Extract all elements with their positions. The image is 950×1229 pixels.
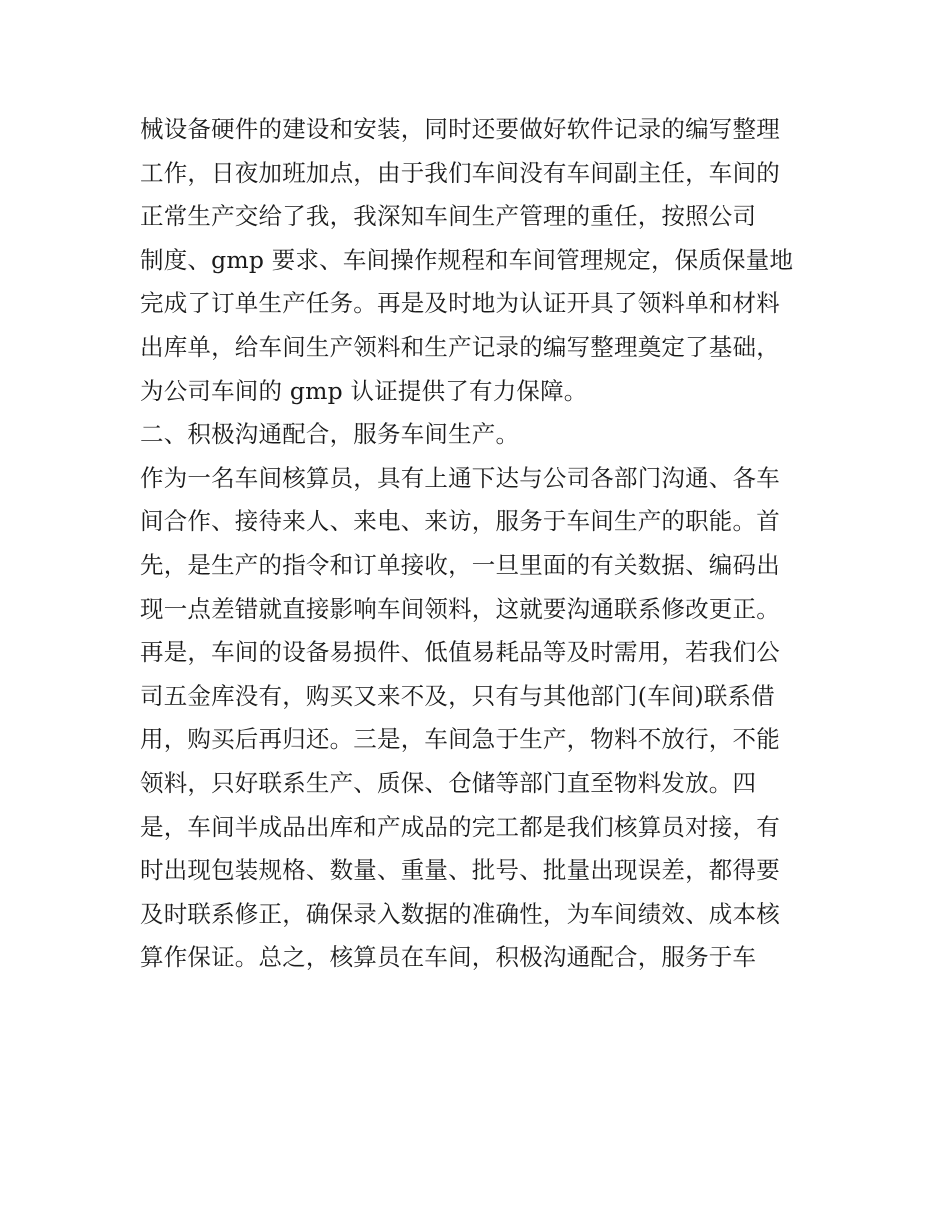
text-line: 先，是生产的指令和订单接收，一旦里面的有关数据、编码出: [140, 550, 780, 579]
text-line: 及时联系修正，确保录入数据的准确性，为车间绩效、成本核: [140, 899, 780, 928]
text-line: 领料，只好联系生产、质保、仓储等部门直至物料发放。四: [140, 768, 757, 797]
text-line: 作为一名车间核算员，具有上通下达与公司各部门沟通、各车: [140, 463, 780, 492]
text-line: 正常生产交给了我，我深知车间生产管理的重任，按照公司: [140, 202, 757, 231]
text-line: 司五金库没有，购买又来不及，只有与其他部门(车间)联系借: [140, 681, 775, 710]
document-body: [140, 108, 820, 980]
text-line: 现一点差错就直接影响车间领料，这就要沟通联系修改更正。: [140, 594, 780, 623]
text-line: 械设备硬件的建设和安装，同时还要做好软件记录的编写整理: [140, 115, 780, 143]
text-line: 出库单，给车间生产领料和生产记录的编写整理奠定了基础，: [140, 332, 780, 361]
text-line: 为公司车间的 gmp 认证提供了有力保障。: [140, 376, 588, 405]
text-line: 再是，车间的设备易损件、低值易耗品等及时需用，若我们公: [140, 638, 780, 667]
text-line: 时出现包装规格、数量、重量、批号、批量出现误差，都得要: [140, 856, 780, 885]
text-line: 工作，日夜加班加点，由于我们车间没有车间副主任，车间的: [140, 158, 780, 187]
text-line: 算作保证。总之，核算员在车间，积极沟通配合，服务于车: [140, 943, 757, 972]
text-line: 制度、gmp 要求、车间操作规程和车间管理规定，保质保量地: [140, 245, 794, 274]
text-line: 是，车间半成品出库和产成品的完工都是我们核算员对接，有: [140, 812, 780, 841]
section-heading: 二、积极沟通配合，服务车间生产。: [140, 420, 520, 449]
text-line: 用，购买后再归还。三是，车间急于生产，物料不放行，不能: [140, 725, 780, 754]
text-line: 完成了订单生产任务。再是及时地为认证开具了领料单和材料: [140, 289, 780, 318]
text-line: 间合作、接待来人、来电、来访，服务于车间生产的职能。首: [140, 507, 780, 536]
